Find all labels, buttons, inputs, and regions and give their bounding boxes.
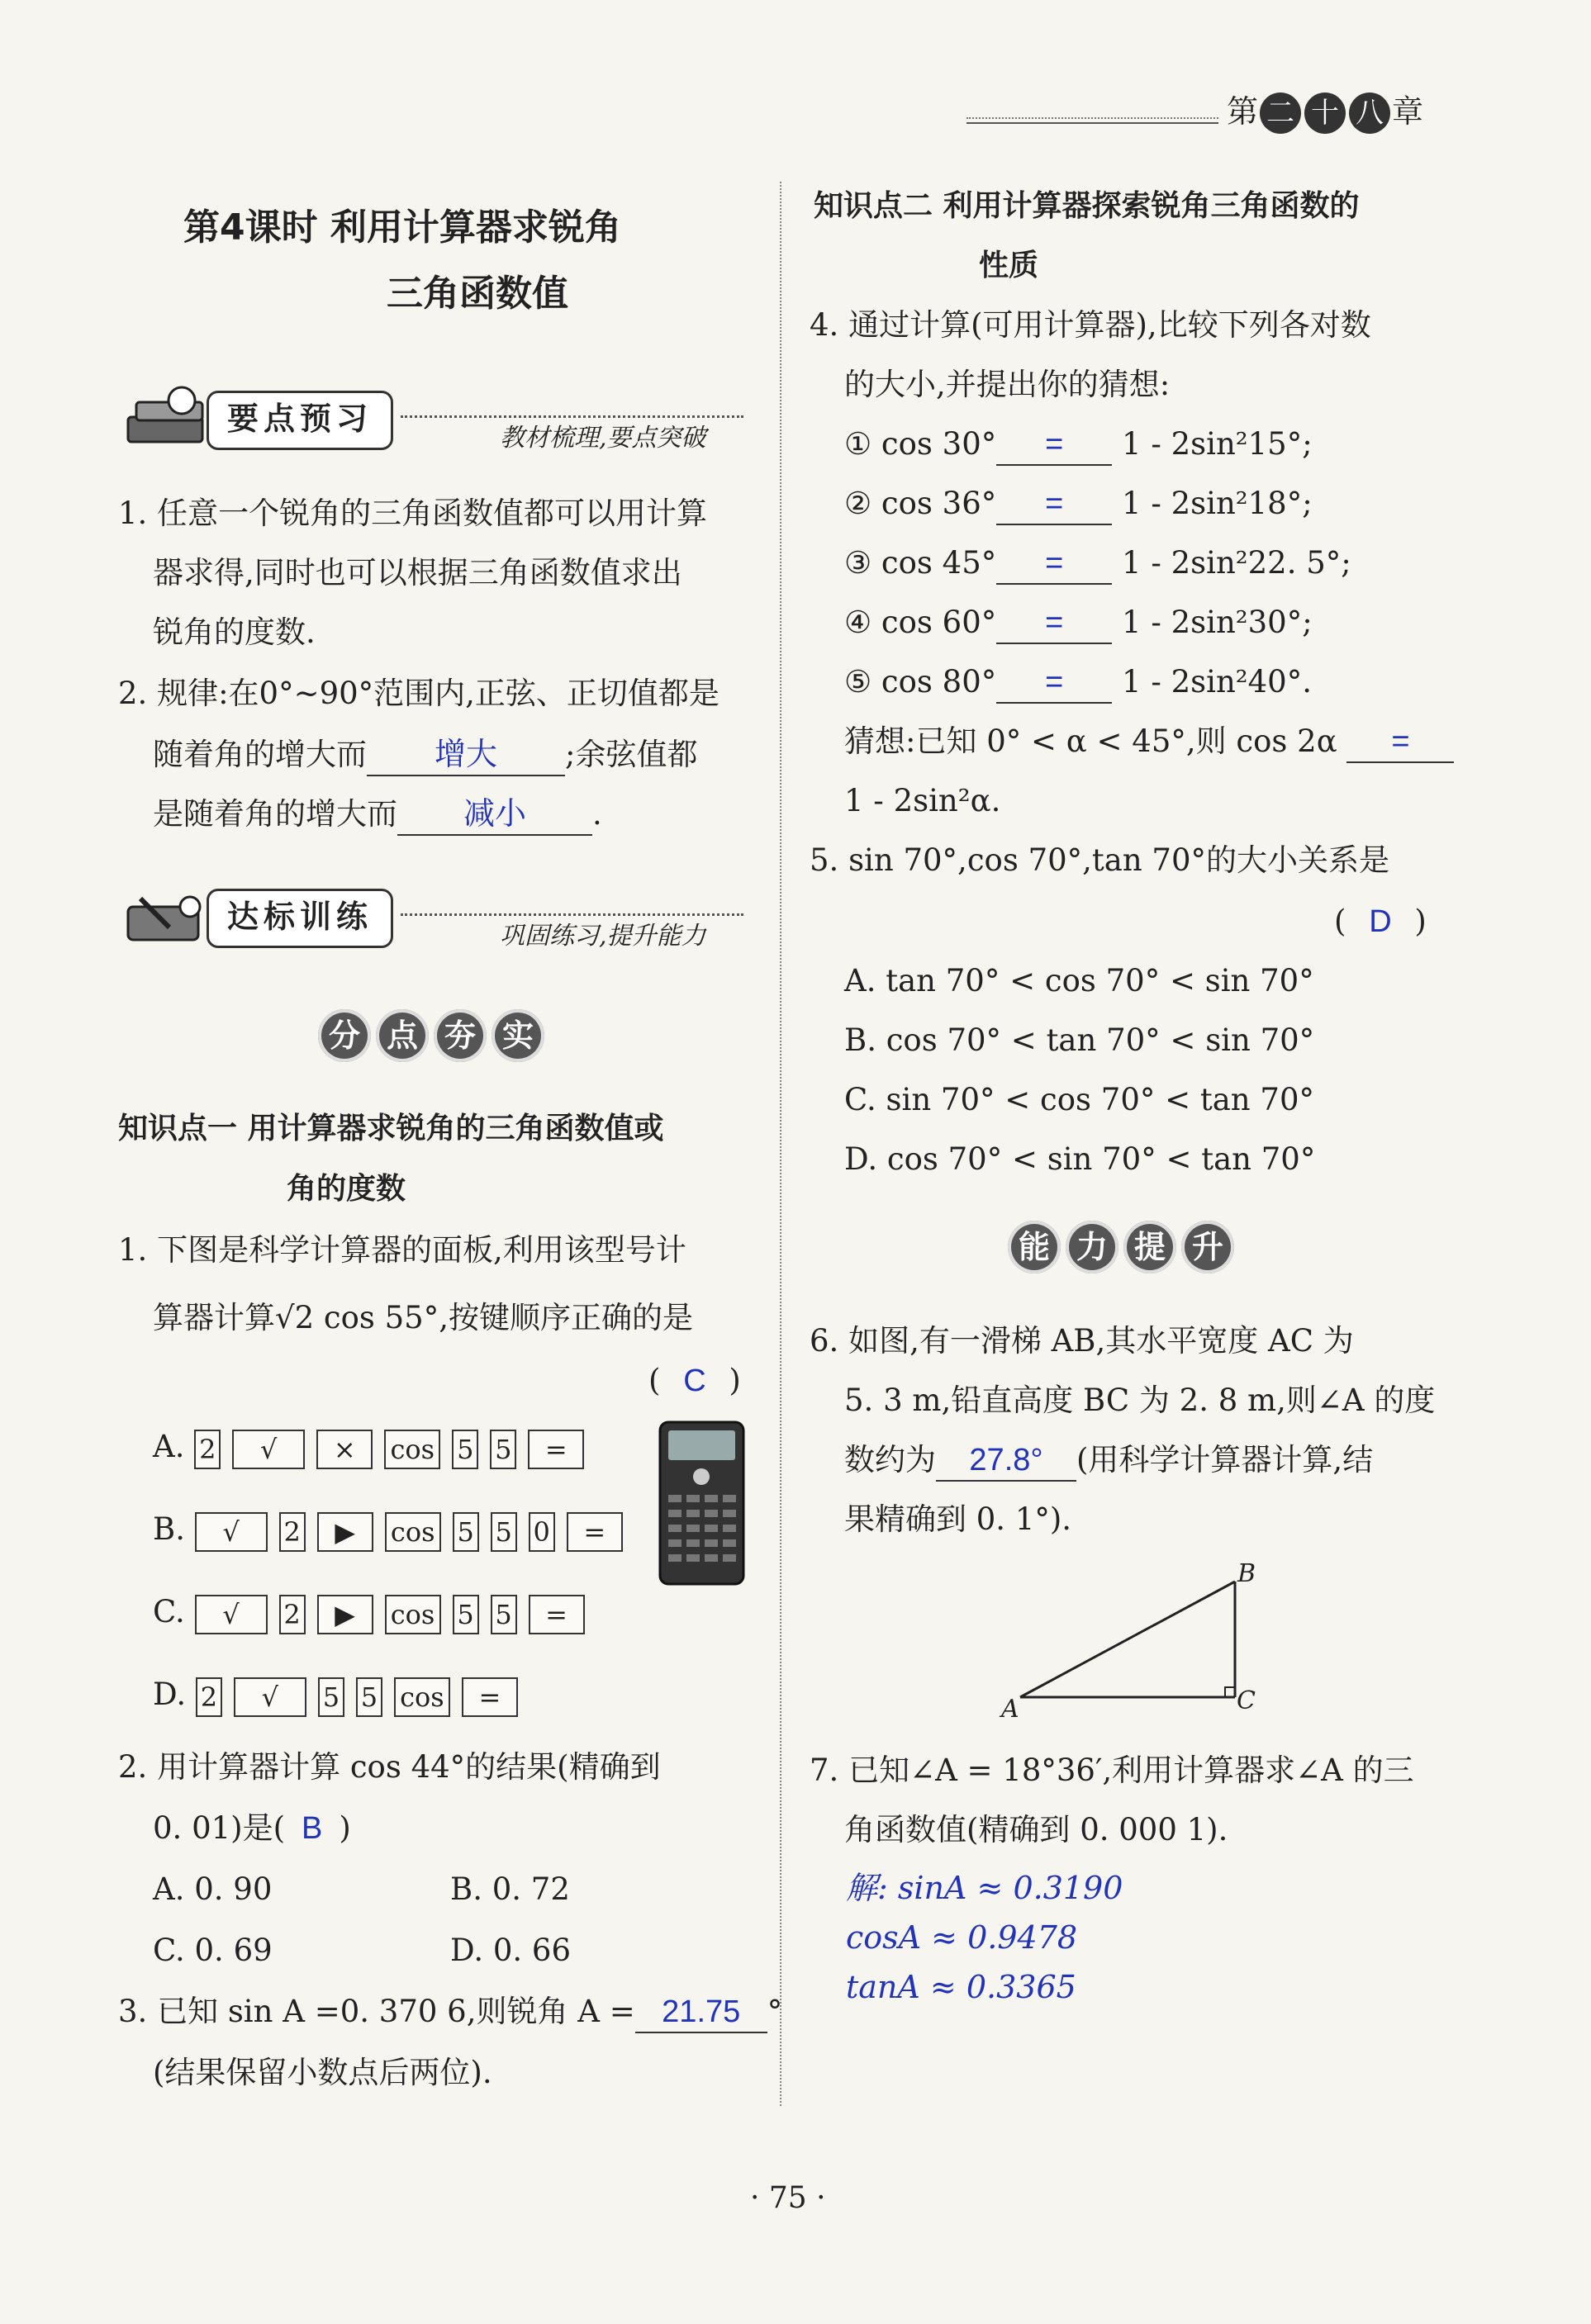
q1-option-c: C. √ 2 ▶ cos 5 5 = [153, 1594, 596, 1634]
preview-subtitle: 教材梳理,要点突破 [500, 424, 706, 453]
q1-l2: 算器计算√2 cos 55°,按键顺序正确的是 [153, 1300, 693, 1335]
q7-l1: 7. 已知∠A = 18°36′,利用计算器求∠A 的三 [810, 1752, 1414, 1788]
q7-solution-tan: tanA ≈ 0.3365 [846, 1969, 1076, 2005]
key-cos: cos [385, 1595, 441, 1634]
section1-char-3: 夯 [434, 1009, 487, 1062]
slide-triangle-diagram [995, 1565, 1276, 1730]
key-equals: = [567, 1512, 623, 1552]
q4-row-5-answer: = [996, 664, 1112, 704]
key-cos: cos [384, 1430, 440, 1469]
chapter-char-2: 十 [1304, 92, 1346, 134]
q4-l1: 4. 通过计算(可用计算器),比较下列各对数 [810, 307, 1371, 343]
scientific-calculator-image [658, 1420, 745, 1586]
q5-l1: 5. sin 70°,cos 70°,tan 70°的大小关系是 [810, 842, 1390, 878]
lesson-title-line2: 三角函数值 [387, 273, 568, 315]
preview-item-1-l2: 器求得,同时也可以根据三角函数值求出 [153, 555, 682, 590]
key-2: 2 [279, 1512, 306, 1552]
q1-option-d: D. 2 √ 5 5 cos = [153, 1677, 530, 1717]
chapter-char-1: 二 [1260, 92, 1301, 134]
q1-l1: 1. 下图是科学计算器的面板,利用该型号计 [118, 1232, 686, 1268]
q2-answer: B [302, 1811, 323, 1846]
preview-banner [124, 384, 743, 453]
header-rule [966, 122, 1218, 124]
q5-answer: D [1369, 904, 1392, 939]
q6-l3: 数约为 27.8° (用科学计算器计算,结 [844, 1442, 1373, 1482]
key-2: 2 [279, 1595, 306, 1634]
q4-row-4: ④ cos 60° = 1 - 2sin²30°; [844, 605, 1313, 644]
page-number: · 75 · [750, 2181, 826, 2215]
q4-l2: 的大小,并提出你的猜想: [844, 367, 1171, 402]
preview-item-2-l1: 2. 规律:在0°~90°范围内,正弦、正切值都是 [118, 676, 720, 711]
section-nenglitisheng [1008, 1221, 1239, 1273]
q4-row-5: ⑤ cos 80° = 1 - 2sin²40°. [844, 664, 1312, 704]
q4-guess-end: 1 - 2sin²α. [844, 783, 1001, 818]
kp1-heading-l2: 角的度数 [287, 1172, 406, 1206]
q6-label-b: B [1237, 1559, 1256, 1588]
key-5: 5 [491, 1595, 517, 1634]
preview-tab: 要点预习 [207, 391, 393, 450]
q2-option-d: D. 0. 66 [450, 1933, 572, 1968]
key-equals: = [528, 1430, 584, 1469]
key-cos: cos [385, 1512, 441, 1552]
key-play: ▶ [317, 1512, 373, 1552]
q5-option-a: A. tan 70° < cos 70° < sin 70° [844, 963, 1314, 998]
key-5: 5 [453, 1595, 479, 1634]
section1-char-4: 实 [492, 1009, 544, 1062]
q1-option-a: A. 2 √ × cos 5 5 = [153, 1429, 596, 1469]
q5-answer-paren: ( D ) [1334, 904, 1427, 939]
key-5: 5 [490, 1430, 516, 1469]
section2-char-1: 能 [1008, 1221, 1061, 1273]
preview-item-2-l3: 是随着角的增大而 减小 . [153, 796, 602, 836]
answer-blank-increase: 增大 [367, 737, 565, 776]
q6-label-c: C [1237, 1686, 1256, 1715]
q2-l1: 2. 用计算器计算 cos 44°的结果(精确到 [118, 1749, 661, 1785]
key-times: × [316, 1430, 373, 1469]
q2-option-c: C. 0. 69 [153, 1933, 273, 1968]
key-sqrt: √ [195, 1512, 268, 1552]
q1-option-b: B. √ 2 ▶ cos 5 5 0 = [153, 1511, 634, 1552]
section2-char-2: 力 [1066, 1221, 1118, 1273]
chapter-header: 第 二 十 八 章 [1227, 92, 1423, 134]
q1-answer: C [683, 1364, 706, 1398]
q4-row-2-answer: = [996, 486, 1112, 525]
key-sqrt: √ [232, 1430, 305, 1469]
q1-answer-paren: ( C ) [648, 1363, 741, 1398]
key-cos: cos [394, 1677, 450, 1717]
books-icon [124, 384, 215, 450]
kp2-heading-l1: 知识点二 利用计算器探索锐角三角函数的 [814, 189, 1360, 223]
answer-blank-decrease: 减小 [397, 796, 592, 836]
section2-char-4: 升 [1181, 1221, 1234, 1273]
q4-row-1-answer: = [996, 426, 1112, 466]
header-rule-dots [966, 117, 1218, 119]
key-sqrt: √ [195, 1595, 268, 1634]
q6-label-a: A [1001, 1695, 1019, 1724]
key-sqrt: √ [234, 1677, 306, 1717]
q7-solution-cos: cosA ≈ 0.9478 [846, 1919, 1078, 1956]
key-equals: = [462, 1677, 518, 1717]
q5-option-c: C. sin 70° < cos 70° < tan 70° [844, 1082, 1314, 1117]
q6-l4: 果精确到 0. 1°). [844, 1501, 1072, 1537]
key-2: 2 [196, 1677, 222, 1717]
key-0: 0 [529, 1512, 555, 1552]
section1-char-2: 点 [376, 1009, 429, 1062]
training-banner [124, 882, 743, 951]
key-5: 5 [452, 1430, 478, 1469]
pencil-books-icon [124, 882, 215, 948]
kp2-heading-l2: 性质 [979, 249, 1039, 282]
preview-item-2-l2: 随着角的增大而 增大 ;余弦值都 [153, 737, 697, 776]
section1-char-1: 分 [318, 1009, 371, 1062]
key-play: ▶ [317, 1595, 373, 1634]
section-fendianhangshi [318, 1009, 549, 1062]
q2-l2: 0. 01)是( B ) [153, 1810, 351, 1846]
q6-answer-blank: 27.8° [936, 1442, 1076, 1482]
chapter-char-3: 八 [1349, 92, 1390, 134]
q5-option-b: B. cos 70° < tan 70° < sin 70° [844, 1022, 1315, 1058]
key-5: 5 [356, 1677, 382, 1717]
section2-char-3: 提 [1123, 1221, 1176, 1273]
q3-l1: 3. 已知 sin A =0. 370 6,则锐角 A = 21.75 ° [118, 1994, 782, 2033]
key-equals: = [529, 1595, 585, 1634]
key-5: 5 [318, 1677, 344, 1717]
lesson-title-line1: 第4课时 利用计算器求锐角 [183, 206, 621, 249]
q4-row-3-answer: = [996, 545, 1112, 585]
q4-row-3: ③ cos 45° = 1 - 2sin²22. 5°; [844, 545, 1351, 585]
preview-item-1-l3: 锐角的度数. [153, 614, 316, 650]
training-subtitle: 巩固练习,提升能力 [500, 922, 706, 951]
q7-l2: 角函数值(精确到 0. 000 1). [844, 1812, 1228, 1847]
q2-option-a: A. 0. 90 [153, 1871, 273, 1907]
q7-solution-sin: 解: sinA ≈ 0.3190 [846, 1870, 1123, 1906]
q6-l1: 6. 如图,有一滑梯 AB,其水平宽度 AC 为 [810, 1323, 1354, 1359]
column-divider [780, 182, 781, 2106]
kp1-heading-l1: 知识点一 用计算器求锐角的三角函数值或 [118, 1112, 664, 1145]
q4-row-2: ② cos 36° = 1 - 2sin²18°; [844, 486, 1313, 525]
q4-guess-answer: = [1346, 723, 1454, 763]
q6-l2: 5. 3 m,铅直高度 BC 为 2. 8 m,则∠A 的度 [844, 1383, 1436, 1418]
q3-answer-blank: 21.75 [635, 1994, 767, 2033]
training-tab: 达标训练 [207, 889, 393, 948]
key-2: 2 [194, 1430, 221, 1469]
q5-option-d: D. cos 70° < sin 70° < tan 70° [844, 1141, 1316, 1177]
q3-l2: (结果保留小数点后两位). [153, 2055, 492, 2090]
q4-guess: 猜想:已知 0° < α < 45°,则 cos 2α = [844, 723, 1454, 763]
q2-option-b: B. 0. 72 [450, 1871, 570, 1907]
preview-item-1-l1: 1. 任意一个锐角的三角函数值都可以用计算 [118, 496, 708, 531]
key-5: 5 [453, 1512, 479, 1552]
q4-row-4-answer: = [996, 605, 1112, 644]
q4-row-1: ① cos 30° = 1 - 2sin²15°; [844, 426, 1313, 466]
key-5: 5 [491, 1512, 517, 1552]
